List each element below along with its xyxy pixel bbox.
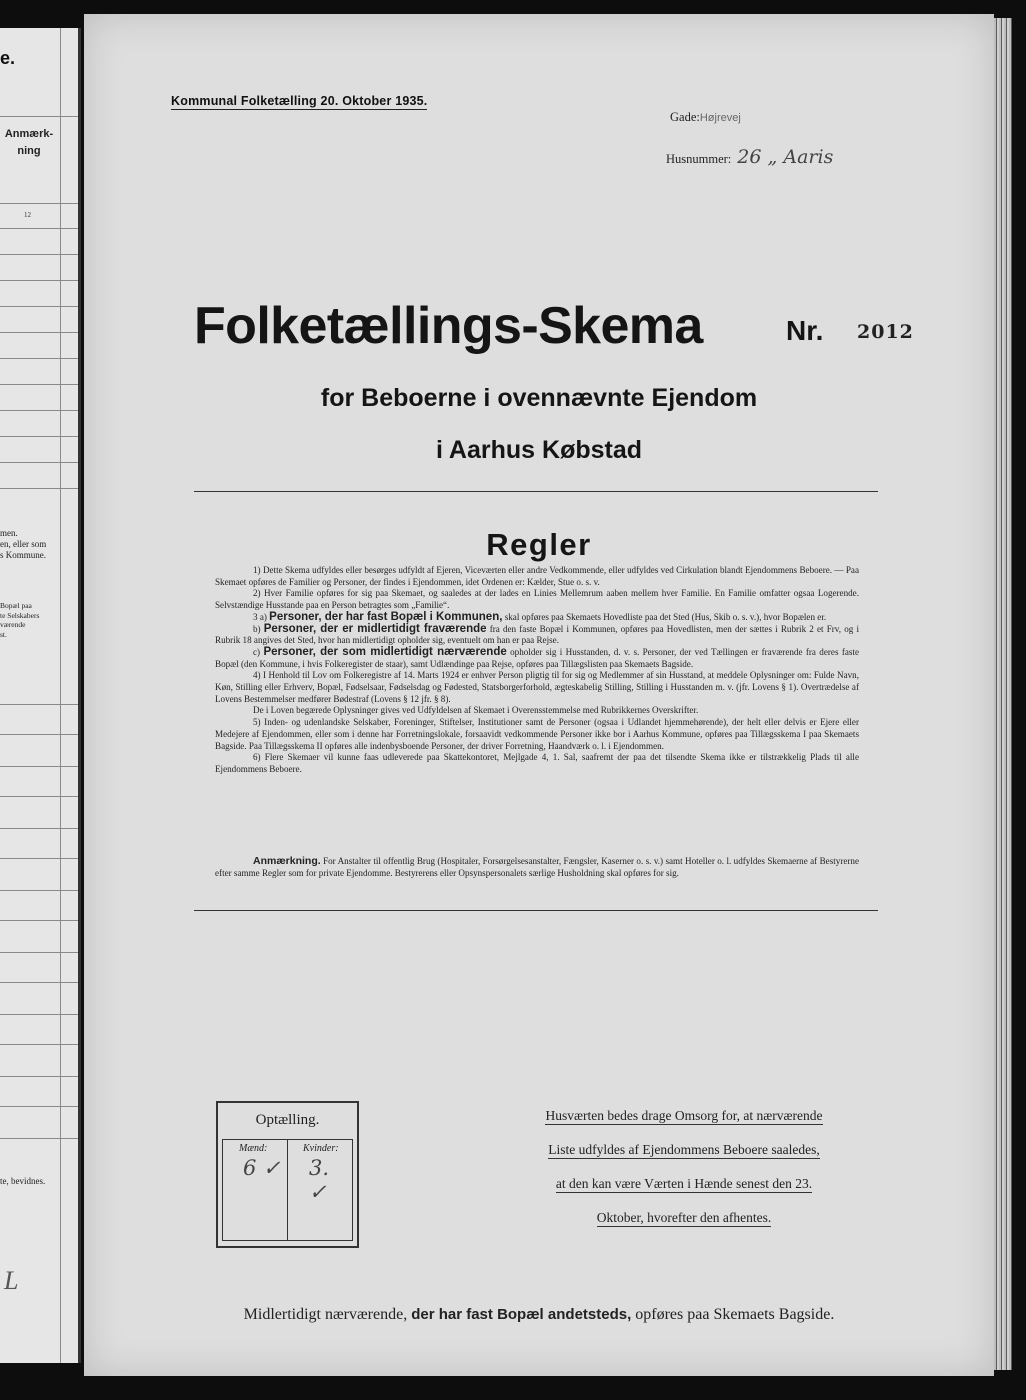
census-header: Kommunal Folketælling 20. Oktober 1935. (171, 94, 428, 108)
left-page-note: men. en, eller som s Kommune. (0, 528, 47, 560)
annotation-heading: Anmærkning. (253, 855, 321, 867)
left-page-rule (0, 410, 78, 411)
street-field (670, 110, 741, 125)
annotation-paragraph (215, 856, 859, 879)
left-page-heading: e. (0, 48, 16, 68)
left-page-rule (0, 384, 78, 385)
page-stack-edge (994, 18, 1012, 1370)
left-page-rule (0, 796, 78, 797)
left-page-rule (0, 1138, 78, 1139)
left-page-handwriting: L (4, 1266, 19, 1295)
left-page-rule (0, 858, 78, 859)
left-page-column-header: Anmærk- ning (4, 128, 54, 157)
men-label: Mænd: (239, 1143, 268, 1154)
rule-number: c) (253, 646, 261, 657)
left-page-rule (0, 488, 78, 489)
left-page-rule (0, 203, 78, 204)
rule-heading: Personer, der har fast Bopæl i Kommunen, (269, 610, 503, 623)
rule-number: 3 a) (253, 611, 267, 622)
left-page-rule (0, 828, 78, 829)
landlord-notice (504, 1108, 864, 1244)
form-subtitle-city: i Aarhus Købstad (435, 436, 643, 464)
house-number-field (666, 146, 833, 168)
left-page-rule (0, 920, 78, 921)
rule-5: 5) Inden- og udenlandske Selskaber, Foreninger, Stiftelser, Institutioner samt de Personer (ogsaa i Udlandet hjemmehørende), der helt eller delvis er Ejere eller Medejere af Ejendommen, eller som i denne har Forretningslokale, forsaavidt vedkommende Personer ikke bor i Aarhus Kommune, opføres paa Tillægsskema I paa Skemaets Bagside. Paa Tillægsskema II opføres alle indenbysboende Personer, der driver Forretning, Haandværk o. l. i Ejendommen. (215, 717, 859, 751)
left-page-rule (0, 890, 78, 891)
form-number-value: 2012 (857, 321, 914, 343)
house-number-label: Husnummer: (666, 152, 732, 166)
rules-text (215, 565, 859, 776)
left-page-rule (0, 1106, 78, 1107)
left-page-note: te, bevidnes. (0, 1176, 46, 1186)
women-count: 3. ✓ (309, 1156, 330, 1204)
rule-body: fra den faste Bopæl i Kommunen, opføres paa Hovedlisten, men der sættes i Rubrik 2 et Frv, og i Rubrik 18 angives det Sted, hvor han midlertidigt opholder sig, eventuelt om han er paa Rejse. (215, 623, 859, 646)
rule-3c (215, 647, 859, 670)
count-box-divider (287, 1140, 288, 1240)
left-page-rule (0, 766, 78, 767)
footer-bold-part: der har fast Bopæl andetsteds, (411, 1306, 632, 1323)
rule-number: b) (253, 623, 261, 634)
divider (194, 910, 878, 911)
form-title: Folketællings-Skema (194, 297, 703, 355)
left-page-rule (0, 982, 78, 983)
count-box-title: Optælling. (255, 1112, 320, 1128)
landlord-notice-line: Husværten bedes drage Omsorg for, at nærværende (545, 1108, 823, 1123)
rule-body: opholder sig i Husstanden, d. v. s. Personer, der ved Tællingen er fraværende fra deres faste Bopæl (den Kommune, i hvis Folkeregister de staar), samt Udlændinge paa Rejse, opføres paa Tillægslisten paa Skemaets Bagside. (215, 646, 859, 669)
left-page-rule (0, 358, 78, 359)
rule-1: 1) Dette Skema udfyldes eller besørges udfyldt af Ejeren, Viceværten eller andre Vedkommende, eller udfyldes ved Cirkulation blandt Ejendommens Beboere. — Paa Skemaet opføres de Familier og Personer, der findes i Ejendommen, idet Ordenen er: Kælder, Stue o. s. v. (215, 565, 859, 587)
left-page-rule (0, 332, 78, 333)
footer-part: opføres paa Skemaets Bagside. (635, 1306, 835, 1323)
rule-heading: Personer, der er midlertidigt fraværende (263, 622, 487, 635)
rule-6: 6) Flere Skemaer vil kunne faas udleverede paa Skattekontoret, Mejlgade 4, 1. Sal, saafremt der paa det tilsendte Skema ikke er tilstrækkelig Plads til alle Ejendommens Beboere. (215, 752, 859, 774)
rule-2: 2) Hver Familie opføres for sig paa Skemaet, og saaledes at der lades en Linies Mellemrum aaben mellem hver Familie. En Familie omfatter ogsaa Logerende. Selvstændige Husstande paa en Person betragtes som „Familie“. (215, 588, 859, 611)
left-page-rule (0, 254, 78, 255)
left-page-rule (0, 116, 78, 117)
footer-part: Midlertidigt nærværende, (243, 1306, 408, 1323)
previous-page-edge (0, 28, 81, 1363)
census-form-page (84, 14, 994, 1376)
rule-heading: Personer, der som midlertidigt nærværende (263, 645, 507, 658)
left-page-rule (0, 228, 78, 229)
left-page-rule (0, 280, 78, 281)
landlord-notice-line: Oktober, hvorefter den afhentes. (596, 1210, 772, 1225)
left-page-rule (0, 734, 78, 735)
form-number-label: Nr. (786, 315, 824, 346)
left-page-rule (0, 1076, 78, 1077)
men-count: 6 ✓ (243, 1156, 281, 1180)
women-label: Kvinder: (303, 1143, 339, 1154)
left-page-rule (0, 704, 78, 705)
footer-note (84, 1306, 994, 1324)
left-page-rule (0, 436, 78, 437)
annotation-text: For Anstalter til offentlig Brug (Hospitaler, Forsørgelsesanstalter, Fængsler, Kaserner o. s. v.) samt Hoteller o. l. udfyldes Skemaerne af Bestyrerne efter samme Regler som for private Ejendomme. Bestyrerens eller Opsynspersonalets særlige Husholdning skal opføres for sig. (215, 856, 859, 878)
annotation-note (215, 856, 859, 879)
left-page-note: Bopæl paa te Selskabers værende st. (0, 601, 40, 639)
house-number-value: 26 „ Aaris (737, 146, 834, 168)
left-page-rule (0, 306, 78, 307)
count-box-grid (222, 1139, 353, 1241)
rule-4b: De i Loven begærede Oplysninger gives ved Udfyldelsen af Skemaet i Overensstemmelse med Rubrikkernes Overskrifter. (253, 705, 699, 716)
street-value: Højrevej (699, 112, 741, 124)
landlord-notice-line: at den kan være Værten i Hænde senest den 23. (555, 1176, 813, 1191)
rule-4: 4) I Henhold til Lov om Folkeregistre af 14. Marts 1924 er enhver Person pligtig til for sig og Medlemmer af sin Husstand, at meddele Oplysninger om: Fulde Navn, Køn, Stilling eller Erhverv, Bopæl, Fødselsaar, Fødselsdag og Fødested, Statsborgerforhold, ægteskabelig Stilling, Stilling i Husstanden m. v. (jfr. Lovens § 1). Overtrædelse af Lovens Bestemmelser medfører Bødestraf (Lovens § 12 jfr. § 8). (215, 670, 859, 704)
landlord-notice-line: Liste udfyldes af Ejendommens Beboere saaledes, (548, 1142, 820, 1157)
left-page-rule (0, 1044, 78, 1045)
left-page-rule (0, 1014, 78, 1015)
left-page-rule (0, 462, 78, 463)
form-subtitle: for Beboerne i ovennævnte Ejendom (320, 384, 758, 412)
left-page-column-number: 12 (24, 211, 31, 219)
count-box (216, 1101, 359, 1248)
divider (194, 491, 878, 492)
left-page-rule (0, 952, 78, 953)
rule-3b (215, 624, 859, 647)
rules-heading: Regler (486, 527, 592, 562)
street-label: Gade: (670, 110, 700, 124)
rule-body: skal opføres paa Skemaets Hovedliste paa det Sted (Hus, Skib o. s. v.), hvor Bopælen er. (504, 611, 827, 622)
